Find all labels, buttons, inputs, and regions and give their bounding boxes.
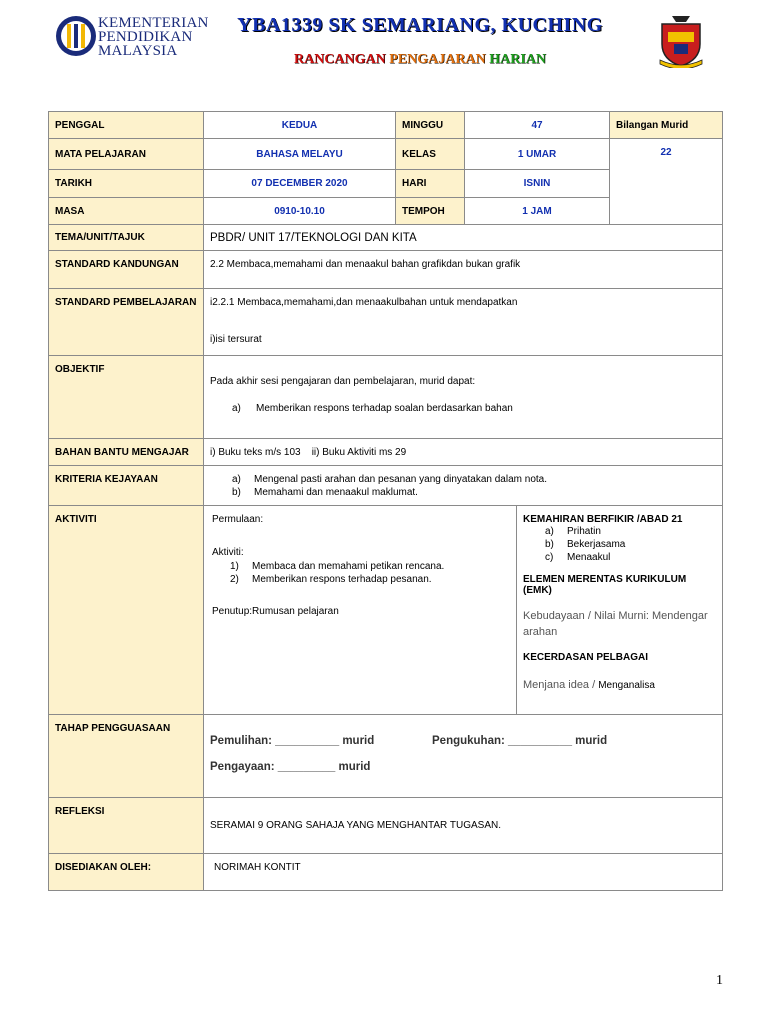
bilangan-murid-value: 22 [610,139,723,225]
disediakan-oleh-label: DISEDIAKAN OLEH: [49,854,204,891]
list-item: 1) Membaca dan memahami petikan rencana. [230,561,445,572]
kriteria-kejayaan-label: KRITERIA KEJAYAAN [49,466,204,506]
tema-value: PBDR/ UNIT 17/TEKNOLOGI DAN KITA [204,225,723,251]
page-number: 1 [716,973,723,988]
objektif-value: Pada akhir sesi pengajaran dan pembelajaran, murid dapat: a) Memberikan respons terhadap soalan berdasarkan bahan [204,356,723,439]
disediakan-oleh-value: NORIMAH KONTIT [204,854,723,891]
ministry-name: KEMENTERIAN PENDIDIKAN MALAYSIA [98,15,209,59]
minggu-label: MINGGU [396,112,465,139]
school-crest-icon [658,14,704,68]
aktiviti-label: AKTIVITI [49,506,204,715]
standard-kandungan-value: 2.2 Membaca,memahami dan menaakul bahan grafikdan bukan grafik [204,251,723,289]
tarikh-label: TARIKH [49,170,204,198]
tempoh-value: 1 JAM [465,198,610,225]
aktiviti-value: Permulaan: Aktiviti: 1) Membaca dan memahami petikan rencana. 2) Memberikan respons terhadap pesanan. Penutup:Rumusan pelajaran [204,506,517,715]
lesson-plan-table [48,111,723,891]
tahap-penguasaan-label: TAHAP PENGGUASAAN [49,715,204,798]
kelas-label: KELAS [396,139,465,170]
penggal-label: PENGGAL [49,112,204,139]
masa-value: 0910-10.10 [204,198,396,225]
kelas-value: 1 UMAR [465,139,610,170]
refleksi-value: SERAMAI 9 ORANG SAHAJA YANG MENGHANTAR TUGASAN. [204,798,723,854]
tema-label: TEMA/UNIT/TAJUK [49,225,204,251]
mata-pelajaran-value: BAHASA MELAYU [204,139,396,170]
masa-label: MASA [49,198,204,225]
hari-value: ISNIN [465,170,610,198]
list-item: c) Menaakul [545,552,611,563]
standard-kandungan-label: STANDARD KANDUNGAN [49,251,204,289]
objektif-item: a) Memberikan respons terhadap soalan berdasarkan bahan [232,403,513,414]
list-item: b) Memahami dan menaakul maklumat. [232,487,418,498]
standard-pembelajaran-label: STANDARD PEMBELAJARAN [49,289,204,356]
kemahiran-panel: KEMAHIRAN BERFIKIR /ABAD 21 a) Prihatin b) Bekerjasama c) Menaakul ELEMEN MERENTAS KURIKULUM (EMK) Kebudayaan / Nilai Murni: Mendengar arahan KECERDASAN PELBAGAI Menjana idea / Menganalisa [517,506,723,715]
tahap-penguasaan-value: Pemulihan: __________ murid Pengukuhan: __________ murid Pengayaan: _________ murid [204,715,723,798]
school-title: YBA1339 SK SEMARIANG, KUCHING [237,14,603,36]
list-item: a) Mengenal pasti arahan dan pesanan yang dinyatakan dalam nota. [232,474,547,485]
hari-label: HARI [396,170,465,198]
bahan-bantu-mengajar-value: i) Buku teks m/s 103 ii) Buku Aktiviti ms 29 [204,439,723,466]
minggu-value: 47 [465,112,610,139]
mata-pelajaran-label: MATA PELAJARAN [49,139,204,170]
list-item: b) Bekerjasama [545,539,626,550]
ministry-emblem-icon [54,14,98,58]
standard-pembelajaran-value: i2.2.1 Membaca,memahami,dan menaakulbahan untuk mendapatkan i)isi tersurat [204,289,723,356]
document-subtitle: RANCANGAN PENGAJARAN HARIAN [293,52,546,67]
penggal-value: KEDUA [204,112,396,139]
tempoh-label: TEMPOH [396,198,465,225]
kriteria-kejayaan-value [204,466,723,506]
bilangan-murid-label: Bilangan Murid [610,112,723,139]
objektif-label: OBJEKTIF [49,356,204,439]
bahan-bantu-mengajar-label: BAHAN BANTU MENGAJAR [49,439,204,466]
tarikh-value: 07 DECEMBER 2020 [204,170,396,198]
list-item: 2) Memberikan respons terhadap pesanan. [230,574,432,585]
list-item: a) Prihatin [545,526,601,537]
refleksi-label: REFLEKSI [49,798,204,854]
